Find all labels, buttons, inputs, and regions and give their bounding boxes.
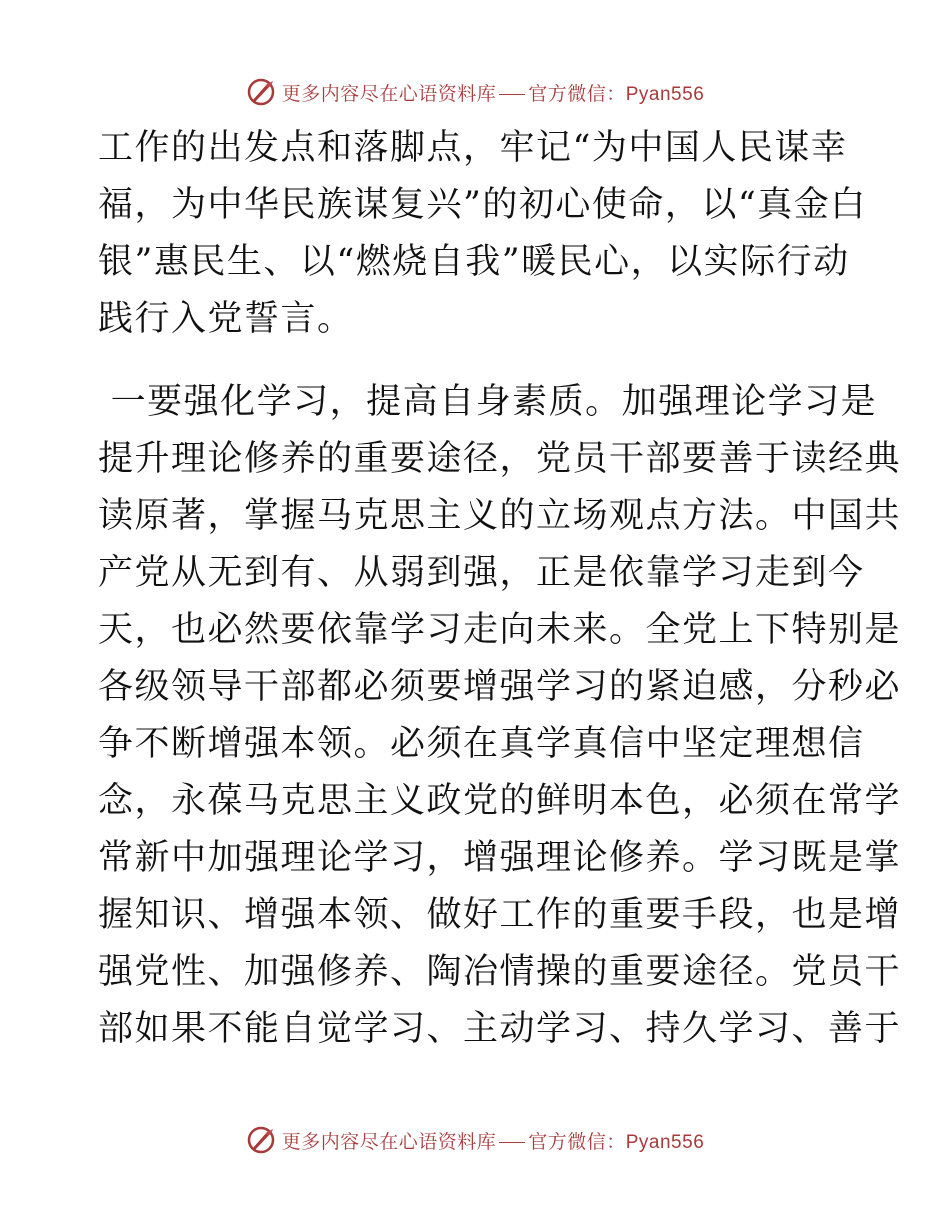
text-line: 握知识、增强本领、做好工作的重要手段，也是增 xyxy=(98,895,902,935)
text-line: 争不断增强本领。必须在真学真信中坚定理想信 xyxy=(98,724,865,764)
text-line: 天，也必然要依靠学习走向未来。全党上下特别是 xyxy=(98,610,902,650)
text-line: 一要强化学习，提高自身素质。加强理论学习是 xyxy=(98,382,878,422)
text-line: 提升理论修养的重要途径，党员干部要善于读经典 xyxy=(98,439,902,479)
document-body xyxy=(98,120,902,1058)
watermark-separator xyxy=(499,94,525,95)
text-line: 强党性、加强修养、陶冶情操的重要途径。党员干 xyxy=(98,952,902,992)
text-line: 福，为中华民族谋复兴”的初心使命，以“真金白 xyxy=(98,185,867,225)
watermark-label: 官方微信： xyxy=(528,82,626,105)
text-line: 产党从无到有、从弱到强，正是依靠学习走到今 xyxy=(98,553,865,593)
watermark-id: Pyan556 xyxy=(625,1131,705,1153)
text-line: 念，永葆马克思主义政党的鲜明本色，必须在常学 xyxy=(98,781,902,821)
text-line: 常新中加强理论学习，增强理论修养。学习既是掌 xyxy=(98,838,902,878)
watermark-brand: 更多内容尽在心语资料库 xyxy=(281,1130,497,1153)
watermark-label: 官方微信： xyxy=(528,1130,626,1153)
watermark-brand: 更多内容尽在心语资料库 xyxy=(281,82,497,105)
quill-logo-icon xyxy=(246,77,276,107)
paragraph-gap xyxy=(98,348,858,374)
text-line: 践行入党誓言。 xyxy=(98,299,354,339)
watermark-id: Pyan556 xyxy=(625,83,705,105)
paragraph-2 xyxy=(98,374,902,1058)
footer-watermark xyxy=(0,1120,950,1160)
text-line: 银”惠民生、以“燃烧自我”暖民心，以实际行动 xyxy=(98,242,850,282)
quill-logo-icon xyxy=(246,1125,276,1155)
text-line: 工作的出发点和落脚点，牢记“为中国人民谋幸 xyxy=(98,128,848,168)
text-line: 部如果不能自觉学习、主动学习、持久学习、善于 xyxy=(98,1009,902,1049)
header-watermark xyxy=(0,72,950,112)
watermark-separator xyxy=(499,1142,525,1143)
paragraph-1 xyxy=(98,120,867,348)
text-line: 读原著，掌握马克思主义的立场观点方法。中国共 xyxy=(98,496,902,536)
text-line: 各级领导干部都必须要增强学习的紧迫感，分秒必 xyxy=(98,667,902,707)
